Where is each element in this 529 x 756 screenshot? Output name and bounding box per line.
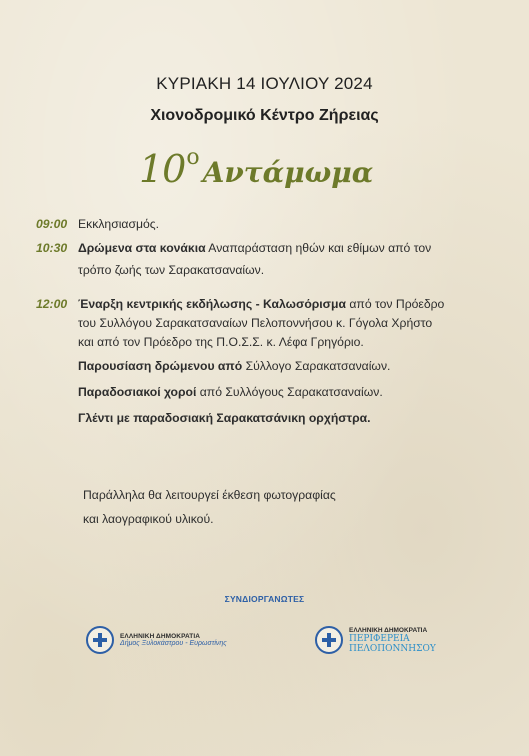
program-time: 12:00 bbox=[36, 297, 68, 311]
program-text: Δρώμενα στα κονάκια Αναπαράσταση ηθών και εθίμων από τον bbox=[78, 241, 432, 255]
greek-emblem-icon bbox=[86, 626, 114, 654]
event-date: ΚΥΡΙΑΚΗ 14 ΙΟΥΛΙΟΥ 2024 bbox=[156, 74, 373, 93]
program-item bbox=[0, 238, 529, 260]
edition-title bbox=[139, 147, 373, 191]
program-item bbox=[0, 214, 529, 236]
event-venue: Χιονοδρομικό Κέντρο Ζήρειας bbox=[150, 107, 379, 124]
program-text: Γλέντι με παραδοσιακή Σαρακατσάνικη ορχήστρα. bbox=[78, 411, 371, 425]
edition-word: Αντάμωμα bbox=[202, 156, 374, 189]
organizer-left-line2: Δήμος Ξυλοκάστρου - Ευρωστίνης bbox=[120, 640, 227, 647]
program-text: τρόπο ζωής των Σαρακατσαναίων. bbox=[78, 263, 265, 277]
program-text: Έναρξη κεντρικής εκδήλωσης - Καλωσόρισμα από τον Πρόεδρο bbox=[78, 297, 445, 311]
organizer-right-line1: ΕΛΛΗΝΙΚΗ ΔΗΜΟΚΡΑΤΙΑ bbox=[349, 626, 428, 634]
organizers-label: ΣΥΝΔΙΟΡΓΑΝΩΤΕΣ bbox=[224, 594, 305, 604]
exhibition-note-line2: και λαογραφικού υλικού. bbox=[83, 512, 214, 526]
edition-number: 10 bbox=[139, 147, 186, 191]
program-time: 10:30 bbox=[36, 241, 68, 255]
program-text: Παραδοσιακοί χοροί από Συλλόγους Σαρακατσαναίων. bbox=[78, 385, 383, 399]
greek-emblem-icon bbox=[315, 626, 343, 654]
organizer-logo-region bbox=[315, 626, 436, 654]
program-time: 09:00 bbox=[36, 217, 68, 231]
program-item bbox=[0, 408, 529, 430]
program-item bbox=[0, 356, 529, 378]
program-text: του Συλλόγου Σαρακατσαναίων Πελοποννήσου κ. Γόγολα Χρήστο bbox=[78, 316, 433, 330]
exhibition-note-line1: Παράλληλα θα λειτουργεί έκθεση φωτογραφίας bbox=[83, 488, 336, 502]
organizer-logo-municipality bbox=[86, 626, 227, 654]
program-item bbox=[0, 260, 529, 282]
program-text: Εκκλησιασμός. bbox=[78, 217, 160, 231]
organizer-right-line2: ΠΕΡΙΦΕΡΕΙΑ bbox=[349, 633, 410, 644]
exhibition-note bbox=[83, 483, 336, 531]
organizer-right-line3: ΠΕΛΟΠΟΝΝΗΣΟΥ bbox=[349, 643, 436, 654]
edition-superscript: ο bbox=[186, 145, 200, 170]
organizer-left-line1: ΕΛΛΗΝΙΚΗ ΔΗΜΟΚΡΑΤΙΑ bbox=[120, 633, 201, 640]
program-item bbox=[0, 382, 529, 404]
program-text: και από τον Πρόεδρο της Π.Ο.Σ.Σ. κ. Λέφα Γρηγόριο. bbox=[78, 335, 364, 349]
program-item bbox=[0, 332, 529, 354]
program-text: Παρουσίαση δρώμενου από Σύλλογο Σαρακατσαναίων. bbox=[78, 359, 391, 373]
